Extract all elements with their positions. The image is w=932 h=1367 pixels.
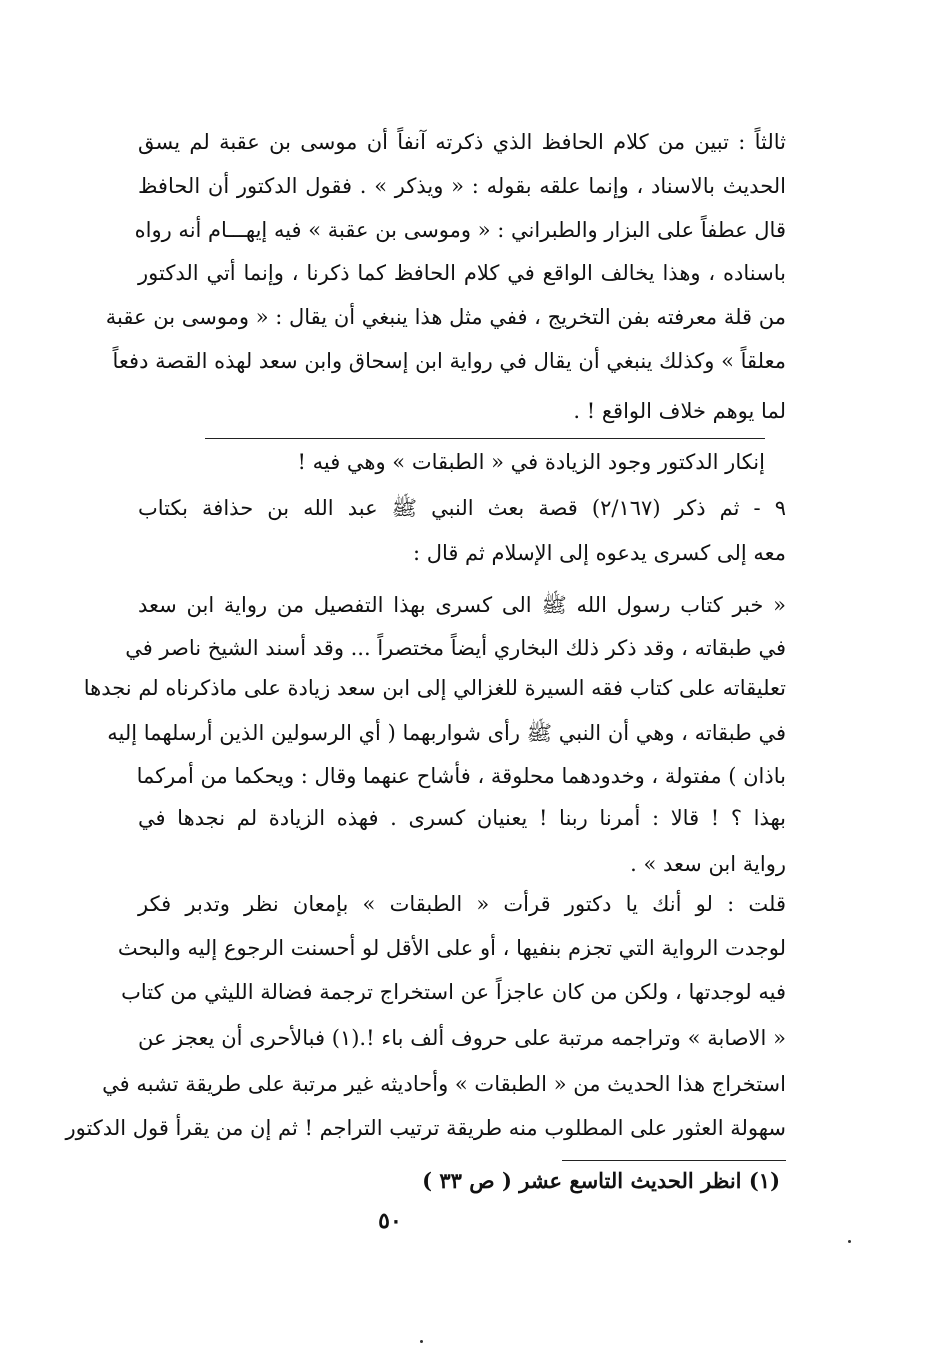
paragraph-3-line: قلت : لو أنك يا دكتور قرأت « الطبقات » بإمعان نظر وتدبر فكر [138, 892, 786, 916]
paragraph-1-line: ثالثاً : تبين من كلام الحافظ الذي ذكرته آنفاً أن موسى بن عقبة لم يسق [138, 130, 786, 154]
heading-top-rule [205, 438, 765, 439]
quote-line: تعليقاته على كتاب فقه السيرة للغزالي إلى ابن سعد زيادة على ماذكرناه لم نجدها [83, 676, 786, 700]
scan-speck [420, 1340, 423, 1343]
paragraph-1-line: لما يوهم خلاف الواقع ! . [573, 399, 786, 423]
quote-line: رواية ابن سعد » . [630, 852, 786, 876]
footnote-rule [562, 1160, 786, 1161]
paragraph-1-line: معلقاً » وكذلك ينبغي أن يقال في رواية ابن إسحاق وابن سعد لهذه القصة دفعاً [112, 349, 786, 373]
paragraph-3-line: استخراج هذا الحديث من « الطبقات » وأحاديثه غير مرتبة على طريقة تشبه في [102, 1072, 786, 1096]
quote-line: في طبقاته ، وقد ذكر ذلك البخاري أيضاً مختصراً ... وقد أسند الشيخ ناصر في [125, 636, 786, 660]
paragraph-2-line: ٩ - ثم ذكر (٢/١٦٧) قصة بعث النبي ﷺ عبد الله بن حذافة بكتاب [138, 496, 787, 520]
footnote: (١) انظر الحديث التاسع عشر ( ص ٣٣ ) [422, 1168, 780, 1193]
paragraph-3-line: « الاصابة » وتراجمه مرتبة على حروف ألف باء !.(١) فبالأحرى أن يعجز عن [138, 1026, 786, 1050]
quote-line: « خبر كتاب رسول الله ﷺ الى كسرى بهذا التفصيل من رواية ابن سعد [138, 593, 786, 617]
paragraph-1-line: قال عطفاً على البزار والطبراني : « وموسى بن عقبة » فيه إيهـــام أنه رواه [134, 218, 786, 242]
paragraph-1-line: باسناده ، وهذا يخالف الواقع في كلام الحافظ كما ذكرنا ، وإنما أتي الدكتور [138, 261, 786, 285]
quote-line: في طبقاته ، وهي أن النبي ﷺ رأى شواربهما ( أي الرسولين الذين أرسلهما إليه [107, 721, 786, 745]
paragraph-3-line: سهولة العثور على المطلوب منه طريقة ترتيب التراجم ! ثم إن من يقرأ قول الدكتور [65, 1116, 786, 1140]
page-number: ٥٠ [378, 1208, 402, 1234]
paragraph-1-line: الحديث بالاسناد ، وإنما علقه بقوله : « ويذكر » . فقول الدكتور أن الحافظ [138, 174, 786, 198]
paragraph-3-line: لوجدت الرواية التي تجزم بنفيها ، أو على الأقل لو أحسنت الرجوع إليه والبحث [117, 936, 786, 960]
section-heading: إنكار الدكتور وجود الزيادة في « الطبقات » وهي فيه ! [297, 450, 765, 474]
scan-speck [848, 1240, 851, 1243]
paragraph-1-line: من قلة معرفته بفن التخريج ، ففي مثل هذا ينبغي أن يقال : « وموسى بن عقبة [105, 305, 786, 329]
quote-line: باذان ) مفتولة ، وخدودهما محلوقة ، فأشاح عنهما وقال : ويحكما من أمركما [136, 764, 786, 788]
paragraph-3-line: فيه لوجدتها ، ولكن من كان عاجزاً عن استخراج ترجمة فضالة الليثي من كتاب [121, 980, 786, 1004]
quote-line: بهذا ؟ ! قالا : أمرنا ربنا ! يعنيان كسرى . فهذه الزيادة لم نجدها في [138, 806, 786, 830]
paragraph-2-line: معه إلى كسرى يدعوه إلى الإسلام ثم قال : [412, 541, 786, 565]
